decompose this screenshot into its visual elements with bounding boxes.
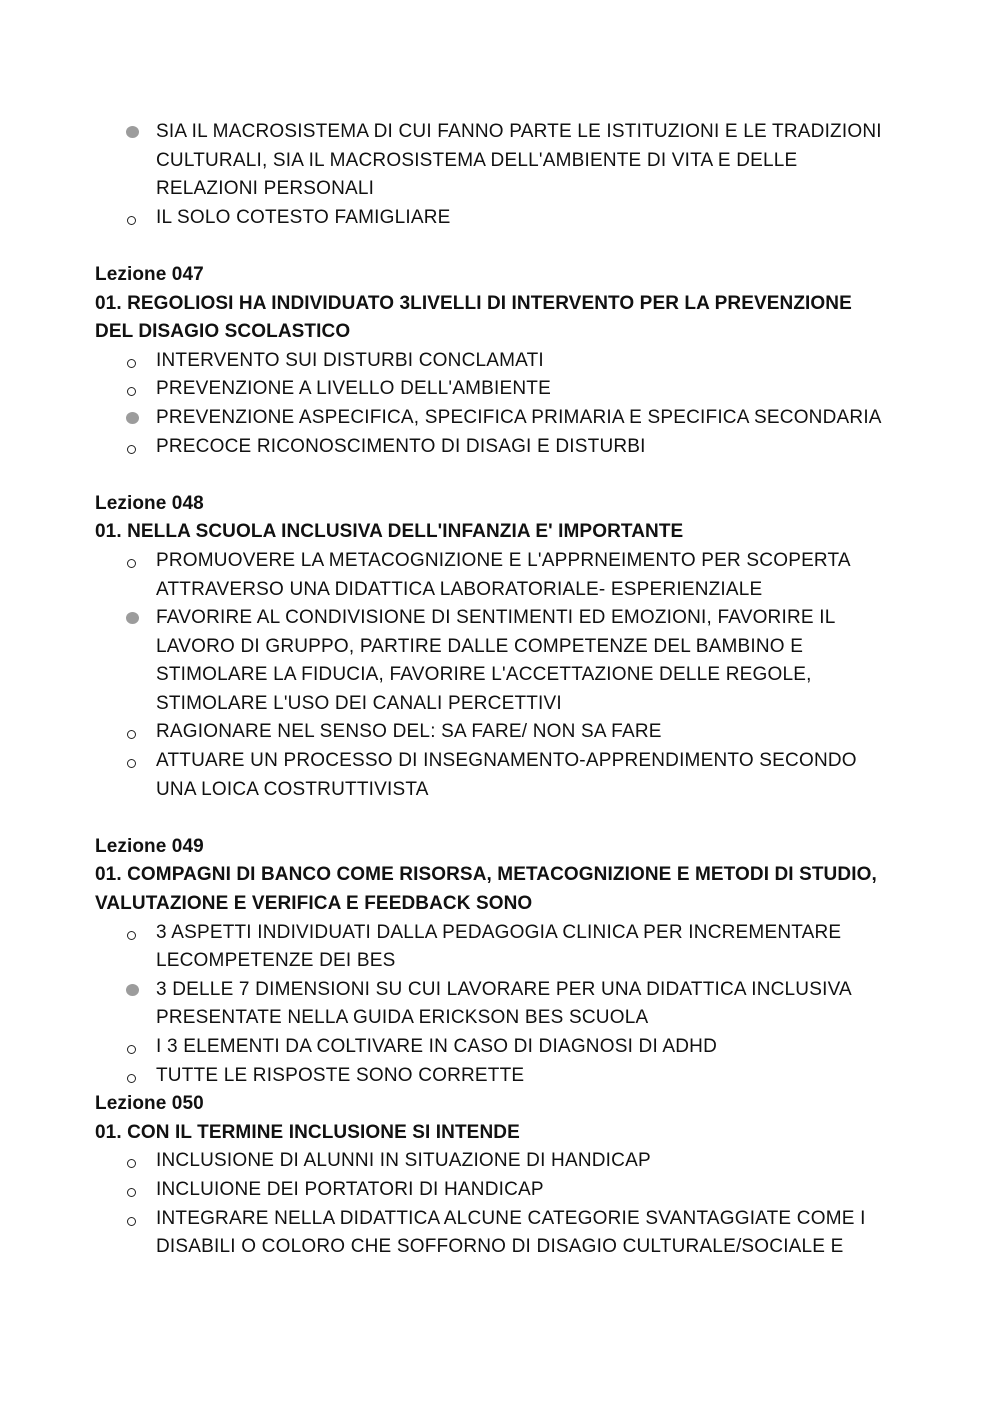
answer-bullet	[126, 375, 140, 404]
answer-text: FAVORIRE AL CONDIVISIONE DI SENTIMENTI ED EMOZIONI, FAVORIRE IL LAVORO DI GRUPPO, PARTIRE DALLE COMPETENZE DEL BAMBINO E STIMOLARE LA FIDUCIA, FAVORIRE L'ACCETTAZIONE DELLE REGOLE, STIMOLARE L'USO DEI CANALI PERCETTIVI	[156, 607, 835, 714]
answer-bullet	[126, 718, 140, 747]
answer-text: INTEGRARE NELLA DIDATTICA ALCUNE CATEGORIE SVANTAGGIATE COME I DISABILI O COLORO CHE SOFFORNO DI DISAGIO CULTURALE/SOCIALE E	[156, 1207, 866, 1258]
answer-text: SIA IL MACROSISTEMA DI CUI FANNO PARTE LE ISTITUZIONI E LE TRADIZIONI CULTURALI, SIA IL MACROSISTEMA DELL'AMBIENTE DI VITA E DELLE RELAZIONI PERSONALI	[156, 121, 882, 200]
answer-option	[0, 1062, 896, 1091]
selected-answer-marker	[126, 976, 140, 1005]
answer-bullet	[126, 204, 140, 233]
spacer	[0, 461, 1000, 490]
answer-text: INCLUIONE DEI PORTATORI DI HANDICAP	[156, 1178, 544, 1200]
question-text: 01. NELLA SCUOLA INCLUSIVA DELL'INFANZIA E' IMPORTANTE	[95, 521, 684, 543]
answer-text: PREVENZIONE A LIVELLO DELL'AMBIENTE	[156, 378, 551, 400]
answer-bullet	[126, 347, 140, 376]
question-text: 01. COMPAGNI DI BANCO COME RISORSA, METACOGNIZIONE E METODI DI STUDIO, VALUTAZIONE E VERIFICA E FEEDBACK SONO	[95, 864, 877, 915]
answer-option	[0, 404, 896, 433]
selected-answer-marker	[126, 404, 140, 433]
answer-option	[0, 747, 896, 804]
spacer	[0, 804, 1000, 833]
lesson-heading: Lezione 050	[95, 1093, 204, 1115]
answer-option	[0, 718, 896, 747]
question-block-047	[0, 261, 1000, 461]
lesson-heading: Lezione 048	[95, 492, 204, 514]
answer-bullet	[126, 433, 140, 462]
answer-option	[0, 1147, 896, 1176]
selected-answer-marker	[126, 604, 140, 633]
selected-answer-marker	[126, 118, 140, 147]
answer-bullet	[126, 1033, 140, 1062]
question-text: 01. CON IL TERMINE INCLUSIONE SI INTENDE	[95, 1121, 520, 1143]
answer-option	[0, 118, 896, 204]
answer-options	[0, 347, 1000, 461]
answer-bullet	[126, 1176, 140, 1205]
answer-option	[0, 204, 896, 233]
answer-text: 3 ASPETTI INDIVIDUATI DALLA PEDAGOGIA CLINICA PER INCREMENTARE LECOMPETENZE DEI BES	[156, 921, 842, 972]
lesson-heading: Lezione 047	[95, 263, 204, 285]
answer-text: TUTTE LE RISPOSTE SONO CORRETTE	[156, 1064, 525, 1086]
answer-bullet	[126, 1062, 140, 1091]
answer-options	[0, 118, 1000, 232]
answer-option	[0, 375, 896, 404]
question-block-050	[0, 1090, 1000, 1262]
answer-text: INTERVENTO SUI DISTURBI CONCLAMATI	[156, 349, 544, 371]
answer-option	[0, 1205, 896, 1262]
question-block-continued	[0, 118, 1000, 232]
question-block-048	[0, 490, 1000, 805]
answer-text: IL SOLO COTESTO FAMIGLIARE	[156, 206, 451, 228]
answer-bullet	[126, 547, 140, 576]
question-text: 01. REGOLIOSI HA INDIVIDUATO 3LIVELLI DI INTERVENTO PER LA PREVENZIONE DEL DISAGIO SCOLASTICO	[95, 292, 852, 343]
answer-option	[0, 433, 896, 462]
answer-bullet	[126, 1205, 140, 1234]
answer-text: PREVENZIONE ASPECIFICA, SPECIFICA PRIMARIA E SPECIFICA SECONDARIA	[156, 406, 882, 428]
document-page	[0, 118, 1000, 1262]
answer-text: ATTUARE UN PROCESSO DI INSEGNAMENTO-APPRENDIMENTO SECONDO UNA LOICA COSTRUTTIVISTA	[156, 750, 857, 800]
answer-bullet	[126, 919, 140, 948]
answer-text: INCLUSIONE DI ALUNNI IN SITUAZIONE DI HANDICAP	[156, 1150, 651, 1172]
answer-option	[0, 604, 896, 718]
answer-text: PROMUOVERE LA METACOGNIZIONE E L'APPRNEIMENTO PER SCOPERTA ATTRAVERSO UNA DIDATTICA LABORATORIALE- ESPERIENZIALE	[156, 549, 850, 600]
answer-text: 3 DELLE 7 DIMENSIONI SU CUI LAVORARE PER UNA DIDATTICA INCLUSIVA PRESENTATE NELLA GUIDA ERICKSON BES SCUOLA	[156, 978, 851, 1029]
answer-bullet	[126, 1147, 140, 1176]
answer-bullet	[126, 747, 140, 776]
answer-option	[0, 1033, 896, 1062]
spacer	[0, 232, 1000, 261]
answer-text: RAGIONARE NEL SENSO DEL: SA FARE/ NON SA FARE	[156, 721, 662, 743]
answer-text: I 3 ELEMENTI DA COLTIVARE IN CASO DI DIAGNOSI DI ADHD	[156, 1036, 718, 1057]
answer-option	[0, 919, 896, 976]
answer-options	[0, 919, 1000, 1091]
answer-option	[0, 1176, 896, 1205]
answer-option	[0, 547, 896, 604]
answer-text: PRECOCE RICONOSCIMENTO DI DISAGI E DISTURBI	[156, 435, 646, 457]
answer-options	[0, 1147, 1000, 1261]
answer-option	[0, 976, 896, 1033]
answer-options	[0, 547, 1000, 804]
lesson-heading: Lezione 049	[95, 835, 204, 857]
question-block-049	[0, 833, 1000, 1090]
answer-option	[0, 347, 896, 376]
